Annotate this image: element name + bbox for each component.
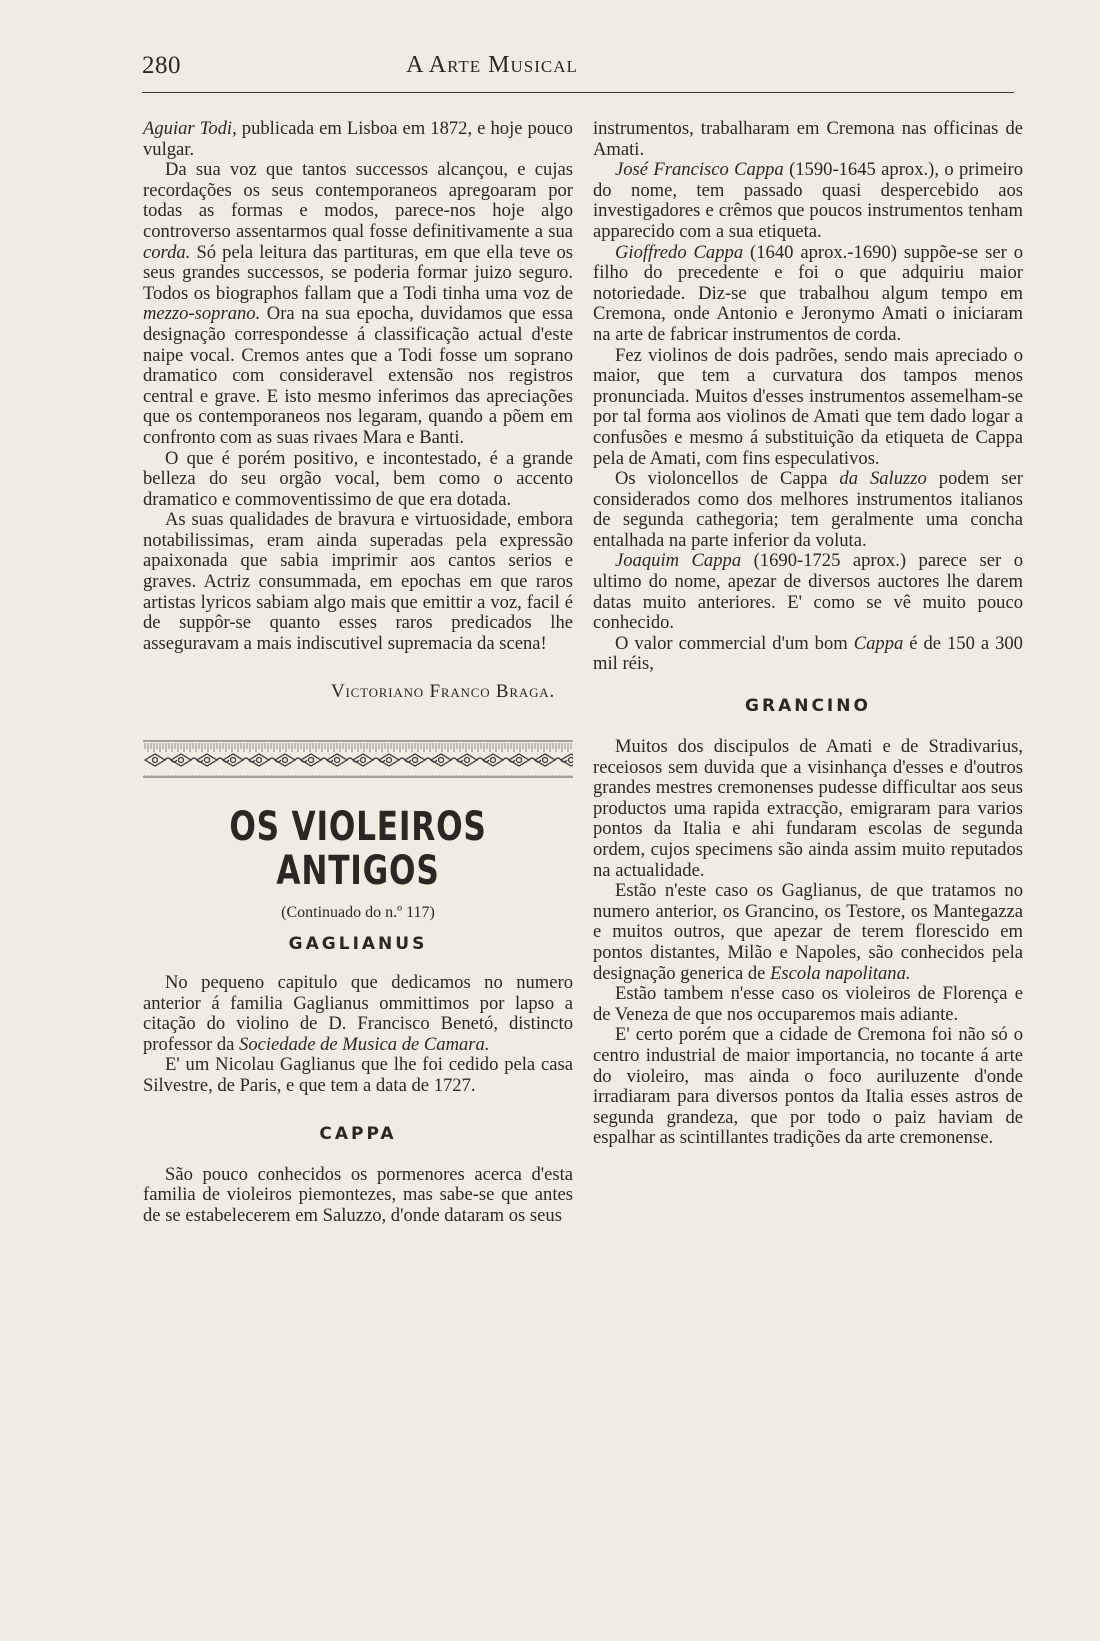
author-byline: Victoriano Franco Braga. [330, 681, 555, 703]
paragraph: E' certo porém que a cidade de Cremona foi não só o centro industrial de maior importancia, no tocante á arte do violeiro, mas ainda o foco auriluzente d'onde irradiaram para diversos pontos da Italia esses astros de segunda grandeza, que por todo o paiz haviam de espalhar as scintillantes tradições da arte cremonense. [593, 1024, 1023, 1149]
text: Estão n'este caso os Gaglianus, de que tratamos no numero anterior, os Grancino, os Testore, os Mantegazza e muitos outros, que apezar de terem florescido em pontos distantes, Milão e Napoles, são conhecidos pela designação generica de [593, 880, 1023, 984]
section-heading-gaglianus: GAGLIANUS [288, 934, 428, 955]
paragraph: instrumentos, trabalharam em Cremona nas officinas de Amati. [593, 118, 1023, 160]
paragraph [593, 160, 1023, 242]
ornament-icon [143, 739, 573, 779]
italic-text: Sociedade de Musica de Camara. [239, 1033, 490, 1055]
paragraph: Estão tambem n'esse caso os violeiros de Florença e de Veneza de que nos occuparemos mais adiante. [593, 983, 1023, 1025]
continued-note: (Continuado do n.º 117) [281, 904, 435, 922]
italic-text: Cappa [853, 632, 904, 654]
text: (1590-1645 aprox.), o primeiro do nome, tem passado quasi despercebido aos investigadores e crêmos que poucos instrumentos tenham apparecido com a sua etiqueta. [593, 159, 1023, 242]
text: (1640 aprox.-1690) suppõe-se ser o filho do precedente e foi o que adquiriu maior notoriedade. Diz-se que trabalhou algum tempo em Cremona, onde Antonio e Jeronymo Amati o iniciaram na arte de fabricar instrumentos de corda. [593, 241, 1023, 345]
header-rule [142, 92, 1014, 93]
article-title: OS VIOLEIROS ANTIGOS [229, 804, 487, 895]
paragraph: E' um Nicolau Gaglianus que lhe foi cedido pela casa Silvestre, de Paris, e que tem a data de 1727. [143, 1054, 573, 1096]
italic-text: corda. [143, 241, 191, 263]
italic-text: Escola napolitana. [770, 962, 911, 984]
paragraph: Fez violinos de dois padrões, sendo mais apreciado o maior, que tem a curvatura dos tampos menos pronunciada. Muitos d'esses instrumentos assemelham-se por tal forma aos violinos de Amati que tem dado logar a confusões e mesmo á substituição da etiqueta de Cappa pela de Amati, com fins especulativos. [593, 344, 1023, 469]
paragraph: Muitos dos discipulos de Amati e de Stradivarius, receiosos sem duvida que a visinhança d'esses e d'outros grandes mestres cremonenses pudesse difficultar aos seus productos uma rapida extracção, emigraram para varios pontos da Italia e ahi fundaram escolas de segunda ordem, cujos specimens são ainda assim muito reputados na actualidade. [593, 736, 1023, 881]
paragraph: As suas qualidades de bravura e virtuosidade, embora notabilissimas, eram ainda superadas pela expressão apaixonada que sabia imprimir aos cantos serios e graves. Actriz consummada, em epochas em que raros artistas lyricos sabiam algo mais que emittir a voz, facil é de suppôr-se quanto esses raros predicados lhe asseguravam a mais indiscutivel supremacia da scena! [143, 509, 573, 654]
text: Da sua voz que tantos successos alcançou, e cujas recordações os seus contemporaneos apregoaram por todas as formas e modos, parece-nos hoje algo controverso assentarmos qual fosse definitivamente a sua [143, 159, 573, 242]
running-title: A Arte Musical [406, 52, 578, 78]
italic-text: mezzo-soprano. [143, 303, 261, 325]
paragraph: São pouco conhecidos os pormenores acerca d'esta familia de violeiros piemontezes, mas sabe-se que antes de se estabelecerem em Saluzzo, d'onde dataram os seus [143, 1163, 573, 1226]
page-header [142, 52, 1014, 88]
italic-text: Aguiar Todi [143, 118, 233, 139]
text: Só pela leitura das partituras, em que ella teve os seus grandes successos, se poderia formar juizo seguro. Todos os biographos fallam que a Todi tinha uma voz de [143, 241, 573, 304]
left-column [143, 119, 573, 1226]
paragraph: O que é porém positivo, e incontestado, é a grande belleza do seu orgão vocal, bem como o accento dramatico e commoventissimo de que era dotada. [143, 447, 573, 510]
text: é de 150 a 300 mil réis, [593, 632, 1023, 675]
paragraph [143, 160, 573, 448]
paragraph [143, 973, 573, 1055]
paragraph [593, 881, 1023, 984]
paragraph [593, 243, 1023, 346]
section-heading-cappa: CAPPA [319, 1123, 397, 1144]
paragraph [143, 119, 573, 160]
paragraph [593, 551, 1023, 633]
italic-text: Gioffredo Cappa [615, 241, 744, 263]
italic-text: da Saluzzo [839, 468, 927, 490]
section-heading-grancino: GRANCINO [745, 696, 871, 717]
italic-text: José Francisco Cappa [615, 159, 784, 181]
paragraph [593, 469, 1023, 551]
text: No pequeno capitulo que dedicamos no numero anterior á familia Gaglianus ommittimos por lapso a citação do violino de D. Francisco Benetó, distincto professor da [143, 972, 573, 1055]
italic-text: Joaquim Cappa [615, 550, 742, 572]
text: , publicada em Lisboa em 1872, e hoje pouco vulgar. [143, 118, 573, 160]
decorative-ornament-band [143, 739, 573, 779]
text: O valor commercial d'um bom [615, 632, 854, 654]
text: podem ser considerados como dos melhores instrumentos italianos de segunda cathegoria; tem geralmente uma concha entalhada na parte inferior da voluta. [593, 468, 1023, 551]
text: Ora na sua epocha, duvidamos que essa designação correspondesse á classificação actual d'este naipe vocal. Cremos antes que a Todi fosse um soprano dramatico com consideravel extensão nos registros central e grave. E isto mesmo inferimos das apreciações que os contemporaneos nos legaram, quando a põem em confronto com as suas rivaes Mara e Banti. [143, 303, 573, 448]
right-column [593, 119, 1023, 1149]
page-number: 280 [142, 52, 181, 79]
text: Os violoncellos de Cappa [615, 468, 840, 490]
paragraph [593, 634, 1023, 675]
text: (1690-1725 aprox.) parece ser o ultimo do nome, apezar de diversos auctores lhe darem datas muito anteriores. E' como se vê muito pouco conhecido. [593, 550, 1023, 634]
